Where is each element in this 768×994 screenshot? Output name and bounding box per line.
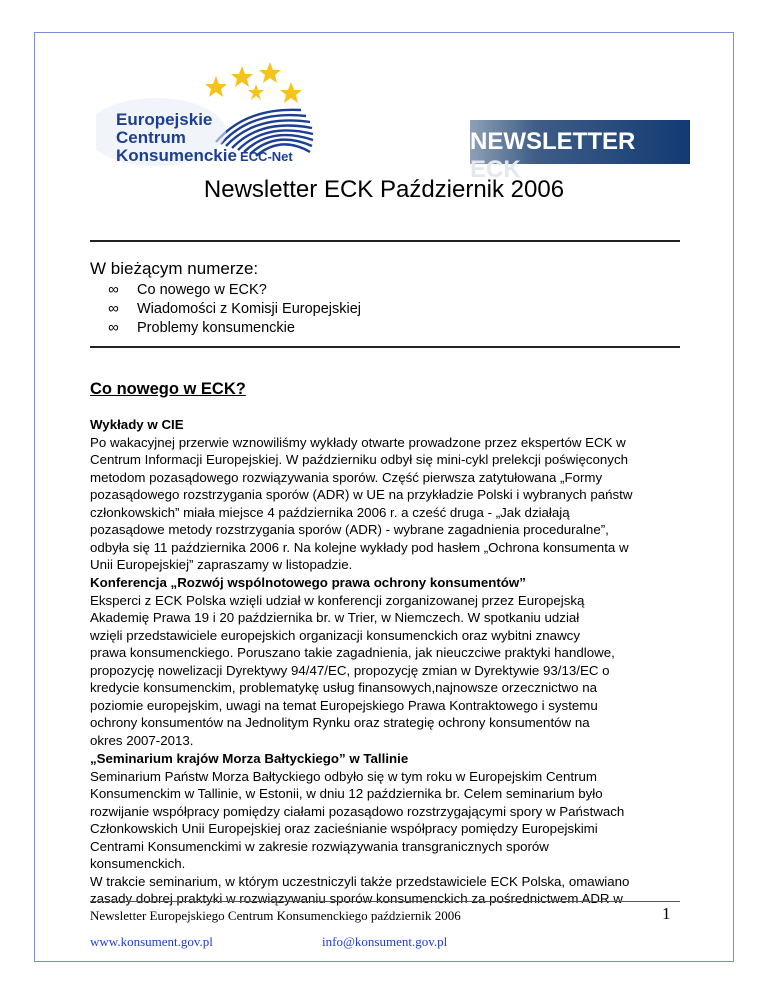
email-link[interactable]: info@konsument.gov.pl <box>322 934 448 949</box>
newsletter-banner <box>470 120 690 183</box>
article-conference <box>90 574 680 749</box>
article-line: W trakcie seminarium, w którym uczestniczyli także przedstawiciele ECK Polska, omawiano <box>90 873 630 889</box>
star-icon <box>205 76 227 97</box>
article-line: pozasądowego rozstrzygania sporów (ADR) w UE na przykładzie Polski i wybranych państw <box>90 487 633 502</box>
article-line: okres 2007-2013. <box>90 732 194 748</box>
article-line: Unii Europejskiej” zapraszamy w listopadzie. <box>90 557 353 572</box>
article-line: Członkowskich Unii Europejskiej oraz zacieśnianie współpracy pomiędzy Europejskimi <box>90 821 598 836</box>
logo-line-3: Konsumenckie <box>116 146 237 165</box>
star-icons <box>205 62 302 103</box>
article-line: pozasądowe metody rozstrzygania sporów (ADR) - wybrane zagadnienia proceduralne”, <box>90 522 609 537</box>
star-icon <box>248 84 264 100</box>
article-title: Wykłady w CIE <box>90 417 184 432</box>
article-line: konsumenckich. <box>90 856 186 871</box>
contents-heading: W bieżącym numerze: <box>90 259 259 278</box>
footer-text: Newsletter Europejskiego Centrum Konsumenckiego październik 2006 <box>90 908 461 923</box>
infinity-bullet-icon: ∞ <box>108 300 119 317</box>
page-title: Newsletter ECK Październik 2006 <box>203 176 565 203</box>
infinity-bullet-icon: ∞ <box>108 281 119 298</box>
page-number: 1 <box>662 904 671 923</box>
list-item <box>90 280 361 299</box>
star-icon <box>280 82 302 103</box>
article-line: poziomie europejskim, uwagi na temat Europejskiego Prawa Kontraktowego i systemu <box>90 697 598 713</box>
divider-top <box>90 240 680 242</box>
logo-line-2: Centrum <box>116 128 186 147</box>
article-title: Konferencja „Rozwój wspólnotowego prawa ochrony konsumentów” <box>90 575 526 590</box>
star-icon <box>259 62 281 83</box>
article-line: prawa konsumenckiego. Poruszano takie zagadnienia, jak nieuczciwe praktyki handlowe, <box>90 645 615 660</box>
article-line: kredycie konsumenckim, problematykę usług finansowych,najnowsze orzecznictwo na <box>90 680 597 695</box>
article-line: rozwijanie współpracy pomiędzy ciałami pozasądowo rozstrzygającymi spory w Państwach <box>90 803 625 819</box>
logo-network: ECC-Net <box>240 149 293 164</box>
banner-main: NEWSLETTER <box>470 128 636 155</box>
article-line: członkowskich” miała miejsce 4 października 2006 r. a cześć druga - „Jak działają <box>90 504 570 520</box>
list-item-label: Problemy konsumenckie <box>137 320 295 336</box>
article-lectures <box>90 416 680 574</box>
article-line: wzięli przedstawiciele europejskich organizacji konsumenckich oraz wybitni znawcy <box>90 627 580 643</box>
list-item-label: Wiadomości z Komisji Europejskiej <box>137 301 362 317</box>
star-icon <box>231 66 253 87</box>
logo-line-1: Europejskie <box>116 110 213 129</box>
article-line: metodom pozasądowego rozwiązywania sporów. Część pierwsza zatytułowana „Formy <box>90 469 603 485</box>
article-title: „Seminarium krajów Morza Bałtyckiego” w Tallinie <box>90 751 409 766</box>
list-item <box>90 318 361 337</box>
article-line: ochrony konsumentów na Jednolitym Rynku oraz strategię ochrony konsumentów na <box>90 715 590 730</box>
list-item <box>90 299 361 318</box>
website-link[interactable]: www.konsument.gov.pl <box>90 934 213 949</box>
article-line: Centrami Konsumenckimi w zakresie rozwiązywania transgranicznych sporów <box>90 838 549 854</box>
list-item-label: Co nowego w ECK? <box>137 282 267 298</box>
contents-list <box>90 280 361 337</box>
section-heading: Co nowego w ECK? <box>90 380 246 398</box>
divider-bottom <box>90 346 680 348</box>
article-line: Po wakacyjnej przerwie wznowiliśmy wykłady otwarte prowadzone przez ekspertów ECK w <box>90 434 626 450</box>
article-line: Seminarium Państw Morza Bałtyckiego odbyło się w tym roku w Europejskim Centrum <box>90 768 597 784</box>
article-line: Konsumenckim w Tallinie, w Estonii, w dniu 12 października br. Celem seminarium było <box>90 786 603 801</box>
article-line: Eksperci z ECK Polska wzięli udział w konferencji zorganizowanej przez Europejską <box>90 592 585 608</box>
infinity-bullet-icon: ∞ <box>108 319 119 336</box>
article-line: odbyła się 11 października 2006 r. Na kolejne wykłady pod hasłem „Ochrona konsumenta w <box>90 539 629 555</box>
article-line: Centrum Informacji Europejskiej. W październiku odbył się mini-cykl prelekcji poświęconych <box>90 452 628 467</box>
article-line: propozycję nowelizacji Dyrektywy 94/47/EC, propozycję zmian w Dyrektywie 93/13/EC o <box>90 662 610 678</box>
banner-accent: ECK <box>470 156 521 183</box>
article-seminar <box>90 750 680 908</box>
footer-divider <box>90 901 680 902</box>
article-line: zasady dobrej praktyki w rozwiązywaniu sporów konsumenckich za pośrednictwem ADR w <box>90 891 623 906</box>
article-line: Akademię Prawa 19 i 20 października br. w Trier, w Niemczech. W spotkaniu udział <box>90 610 580 625</box>
